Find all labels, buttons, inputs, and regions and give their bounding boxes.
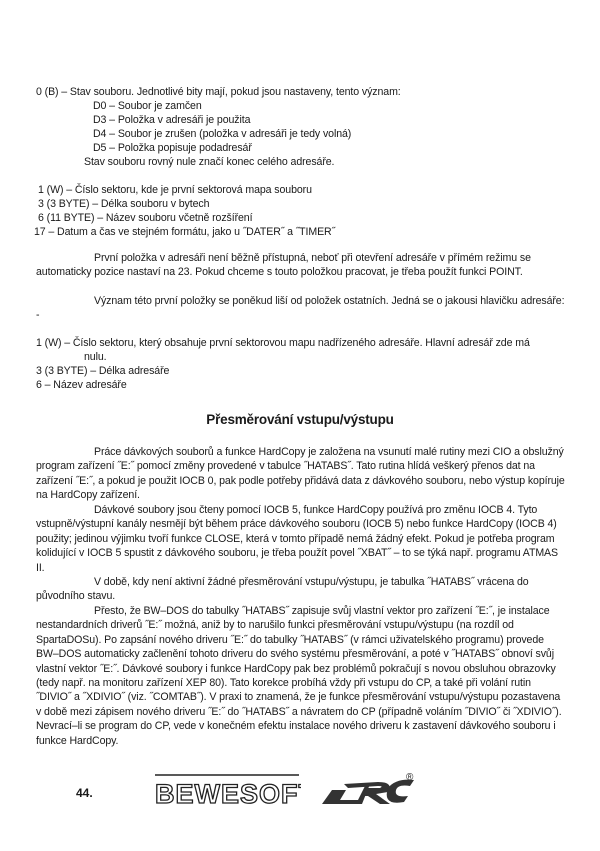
entry-field-datetime: 17 – Datum a čas ve stejném formátu, jako u ˝DATER˝ a ˝TIMER˝ xyxy=(34,226,336,238)
bit-d0: D0 – Soubor je zamčen xyxy=(93,100,202,112)
entry-field-name: 6 (11 BYTE) – Název souboru včetně rozšíření xyxy=(38,212,253,224)
header-field-length: 3 (3 BYTE) – Délka adresáře xyxy=(36,365,170,377)
entry-field-length: 3 (3 BYTE) – Délka souboru v bytech xyxy=(38,198,210,210)
jrc-logo xyxy=(318,770,418,815)
header-field-parent-sector: 1 (W) – Číslo sektoru, který obsahuje první sektorovou mapu nadřízeného adresáře. Hlavní adresář zde má xyxy=(36,337,530,349)
bewesoft-logo-text: BEWESOFT xyxy=(155,779,301,809)
paragraph-custom-drivers: Přesto, že BW–DOS do tabulky ˝HATABS˝ zapisuje svůj vlastní vektor pro zařízení ˝E:˝, je instalace nestandardních driverů ˝E:˝ možná, aniž by to narušilo funkci přesměrování vstupu/výstupu (na rozdíl od SpartaDOSu). Po zapsání nového driveru ˝E:˝ do tabulky ˝HATABS˝ (v rámci uživatelského programu) provede BW–DOS automaticky začlenění tohoto driveru do svého systému přesměrování, a poté v ˝HATABS˝ obnoví svůj vlastní vektor ˝E:˝. Dávkové soubory i funkce HardCopy pak bez problémů pokračují s novou obsluhou obrazovky (tedy např. na monitoru zařízení XEP 80). Tato korekce probíhá vždy při vstupu do CP, a také při volání rutin ˝DIVIO˝ a ˝XDIVIO˝ (viz. ˝COMTAB˝). V praxi to znamená, že je funkce přesměrování vstupu/výstupu pozastavena v době mezi zápisem nového driveru ˝E:˝ do ˝HATABS˝ a návratem do CP (případně voláním ˝DIVIO˝ či ˝XDIVIO˝). Nevrací–li se program do CP, vede v konečném efektu instalace nového driveru k zastavení dávkového souboru i funkce HardCopy. xyxy=(36,605,562,747)
registered-mark: ® xyxy=(406,772,414,783)
paragraph-header-meaning: Význam této první položky se poněkud liší od položek ostatních. Jedná se o jakousi hlavičku adresáře: - xyxy=(36,295,565,322)
section-title: Přesměrování vstupu/výstupu xyxy=(206,412,394,427)
status-note: Stav souboru rovný nule značí konec celého adresáře. xyxy=(84,156,335,168)
paragraph-first-entry: První položka v adresáři není běžně přístupná, neboť při otevření adresáře v přímém režimu se automaticky pozice nastaví na 23. Pokud chceme s touto položkou pracovat, je třeba použít funkci POINT. xyxy=(36,252,531,279)
paragraph-hatabs-restore: V době, kdy není aktivní žádné přesměrování vstupu/výstupu, je tabulka ˝HATABS˝ vrácena do původního stavu. xyxy=(36,576,529,603)
header-field-parent-sector-cont: nulu. xyxy=(84,351,107,363)
bit-d3: D3 – Položka v adresáři je použita xyxy=(93,114,251,126)
bit-d5: D5 – Položka popisuje podadresář xyxy=(93,142,252,154)
bewesoft-logo xyxy=(153,770,301,815)
paragraph-batch-hardcopy: Práce dávkových souborů a funkce HardCopy je založena na vsunutí malé rutiny mezi CIO a obslužný program zařízení ˝E:˝ pomocí změny provedené v tabulce ˝HATABS˝. Tato rutina hlídá veškerý přenos dat na zařízení ˝E:˝, a pokud je použit IOCB 0, pak podle potřeby přidává data z dávkového souboru, nebo výstup kopíruje na HardCopy zařízení. xyxy=(36,446,565,502)
entry-field-sector: 1 (W) – Číslo sektoru, kde je první sektorová mapa souboru xyxy=(38,184,312,196)
header-field-name: 6 – Název adresáře xyxy=(36,379,127,391)
page-number: 44. xyxy=(76,786,93,800)
paragraph-iocb: Dávkové soubory jsou čteny pomocí IOCB 5, funkce HardCopy používá pro změnu IOCB 4. Tyto vstupně/výstupní kanály nesmějí být během práce dávkového souboru (IOCB 5) nebo funkce HardCopy (IOCB 4) použity; jedinou výjimku tvoří funkce CLOSE, která v tomto případě nemá žádný efekt. Pokud je potřeba program kolidující v IOCB 5 spustit z dávkového souboru, je třeba použít povel ˝XBAT˝ – to se týká např. programu ATMAS II. xyxy=(36,504,558,574)
bit-d4: D4 – Soubor je zrušen (položka v adresáři je tedy volná) xyxy=(93,128,352,140)
status-field-line: 0 (B) – Stav souboru. Jednotlivé bity mají, pokud jsou nastaveny, tento význam: xyxy=(36,86,401,98)
